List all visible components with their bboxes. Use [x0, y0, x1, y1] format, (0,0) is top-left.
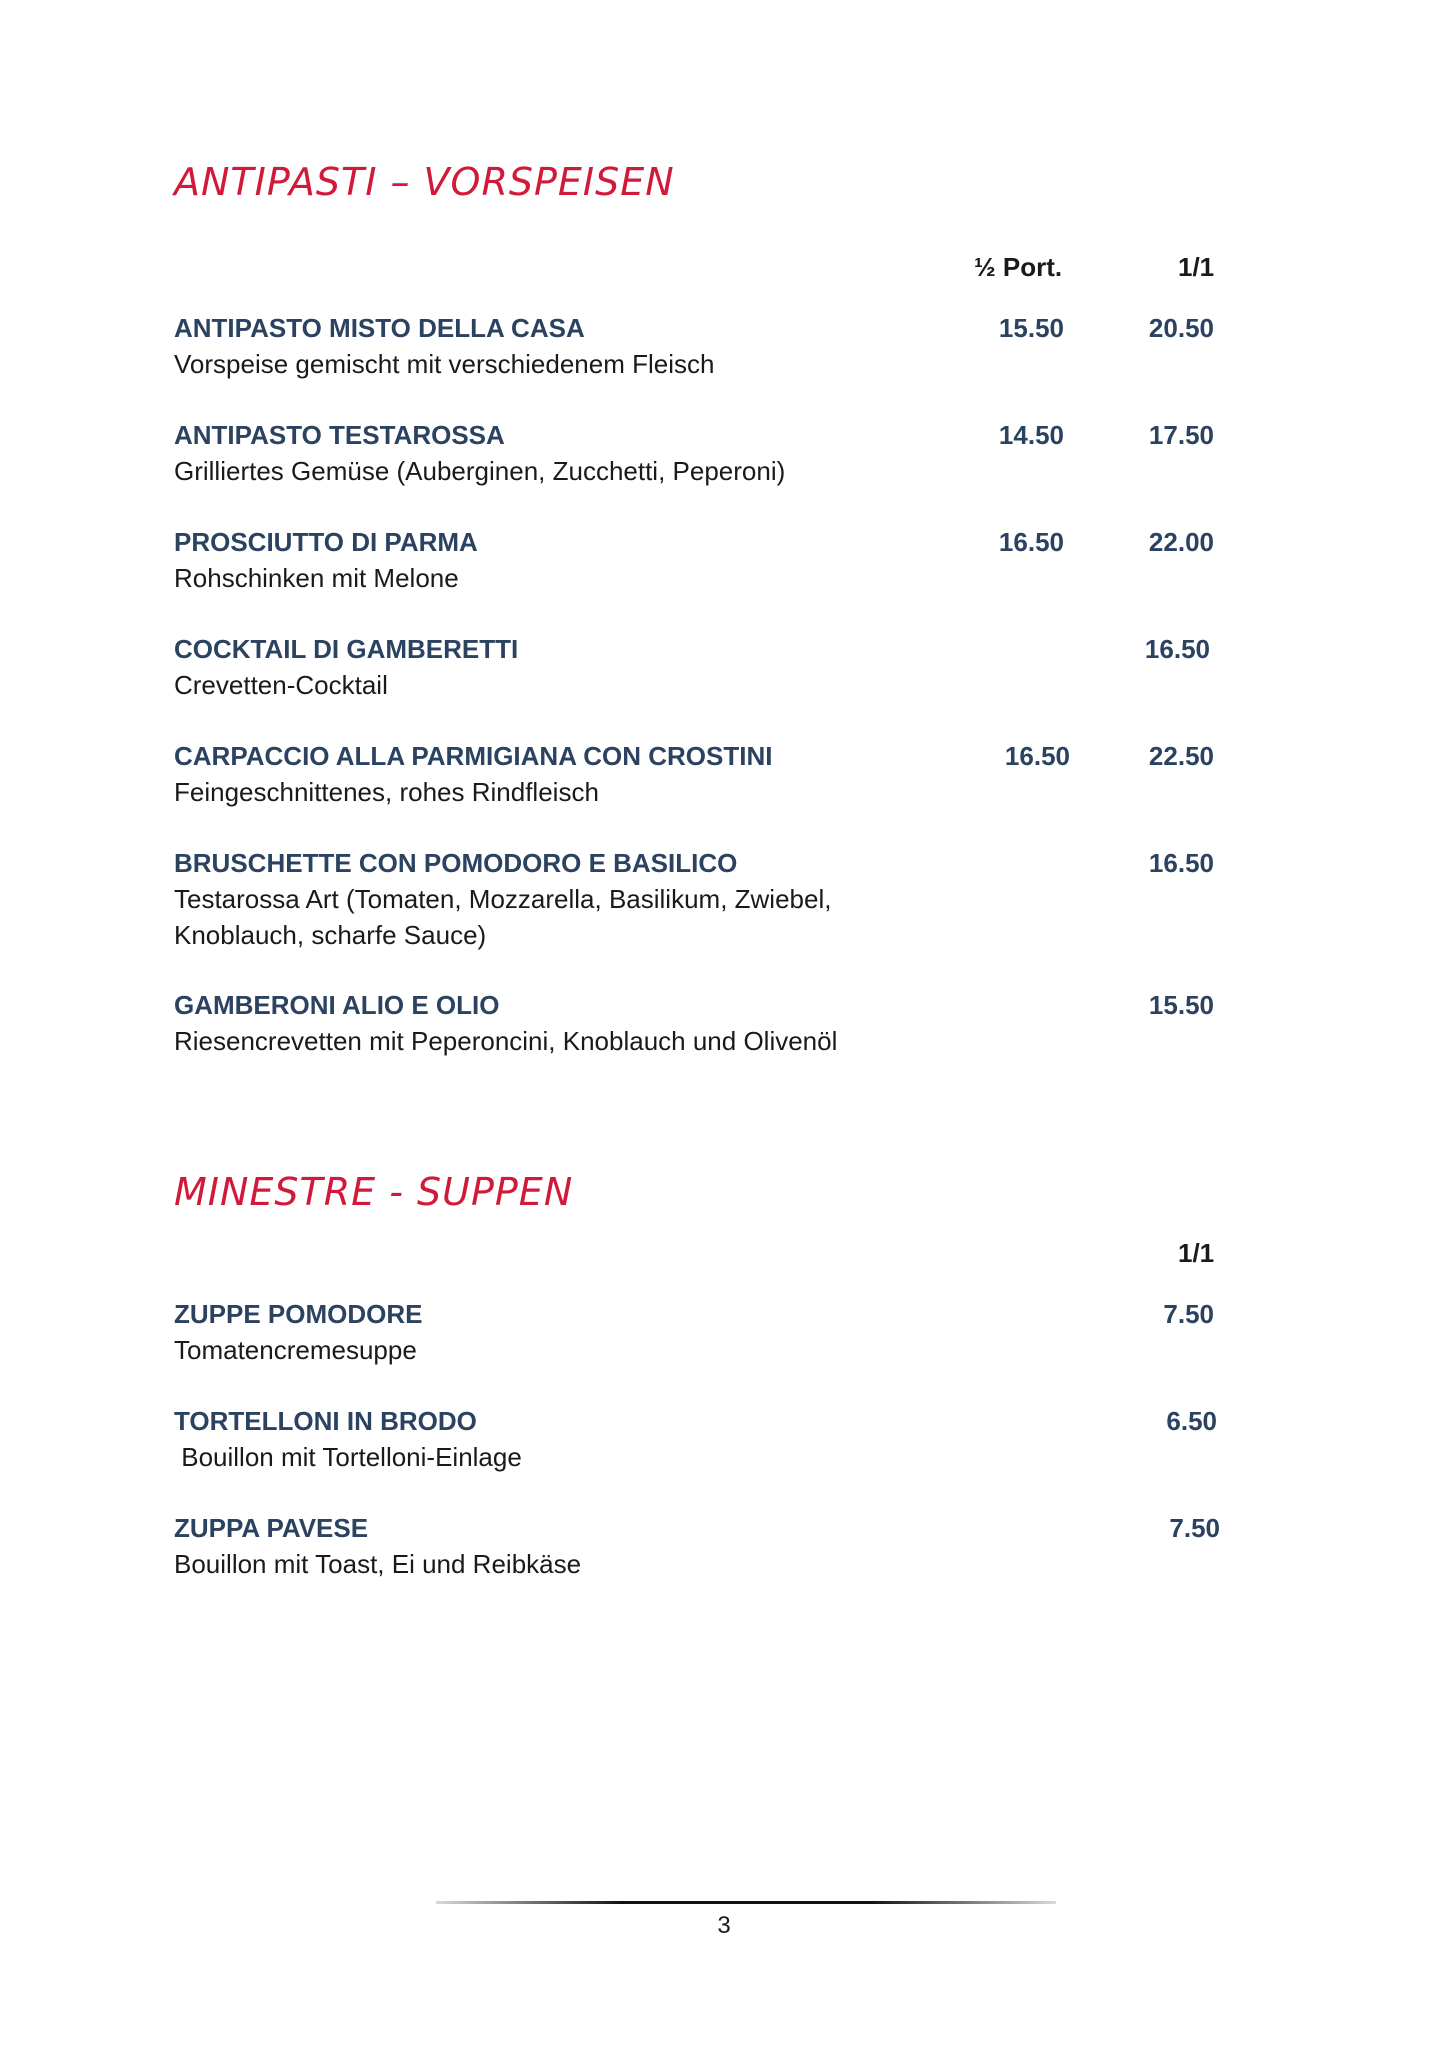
- footer-divider: [436, 1901, 1056, 1904]
- item-name: PROSCIUTTO DI PARMA: [174, 527, 478, 557]
- item-name: ZUPPE POMODORE: [174, 1299, 423, 1329]
- item-name: GAMBERONI ALIO E OLIO: [174, 990, 500, 1020]
- menu-item: [174, 1510, 1234, 1582]
- price-full: 7.50: [1163, 1299, 1214, 1329]
- item-name: ZUPPA PAVESE: [174, 1513, 369, 1543]
- menu-item: [174, 524, 1234, 596]
- item-description: Tomatencremesuppe: [174, 1335, 417, 1365]
- item-name: COCKTAIL DI GAMBERETTI: [174, 634, 519, 664]
- price-full: 16.50: [1144, 634, 1210, 664]
- column-header-full-portion: 1/1: [1178, 252, 1215, 282]
- menu-item: [174, 845, 1234, 953]
- item-description: Feingeschnittenes, rohes Rindfleisch: [174, 777, 599, 807]
- menu-item: [174, 631, 1234, 703]
- price-full: 6.50: [1166, 1406, 1217, 1436]
- item-description: Rohschinken mit Melone: [174, 563, 459, 593]
- price-full: 16.50: [1148, 848, 1214, 878]
- column-header-full-portion: 1/1: [1178, 1238, 1215, 1268]
- item-name: ANTIPASTO MISTO DELLA CASA: [174, 313, 585, 343]
- price-full: 15.50: [1148, 990, 1214, 1020]
- price-half: 16.50: [1004, 741, 1070, 771]
- price-full: 20.50: [1148, 313, 1214, 343]
- section-title-minestre: MINESTRE - SUPPEN: [174, 1170, 574, 1214]
- price-full: 22.50: [1148, 741, 1214, 771]
- section-title-antipasti: ANTIPASTI – VORSPEISEN: [174, 160, 675, 204]
- menu-item: [174, 417, 1234, 489]
- price-full: 7.50: [1169, 1513, 1220, 1543]
- price-half: 14.50: [998, 420, 1064, 450]
- column-header-half-portion: ½ Port.: [974, 252, 1063, 282]
- item-description: Grilliertes Gemüse (Auberginen, Zucchetti, Peperoni): [174, 456, 786, 486]
- item-name: BRUSCHETTE CON POMODORO E BASILICO: [174, 848, 738, 878]
- page-number: 3: [717, 1912, 731, 1939]
- menu-item: [174, 1403, 1234, 1475]
- menu-item: [174, 310, 1234, 382]
- item-name: CARPACCIO ALLA PARMIGIANA CON CROSTINI: [174, 741, 773, 771]
- item-description: Riesencrevetten mit Peperoncini, Knoblauch und Olivenöl: [174, 1026, 838, 1056]
- menu-item: [174, 1296, 1234, 1368]
- item-description: Bouillon mit Toast, Ei und Reibkäse: [174, 1549, 582, 1579]
- menu-item: [174, 987, 1234, 1059]
- price-full: 22.00: [1148, 527, 1214, 557]
- price-half: 15.50: [998, 313, 1064, 343]
- item-description: Bouillon mit Tortelloni-Einlage: [174, 1442, 522, 1472]
- item-description: Testarossa Art (Tomaten, Mozzarella, Basilikum, Zwiebel,: [174, 884, 832, 914]
- item-description: Knoblauch, scharfe Sauce): [174, 920, 487, 950]
- item-description: Vorspeise gemischt mit verschiedenem Fleisch: [174, 349, 715, 379]
- item-name: ANTIPASTO TESTAROSSA: [174, 420, 505, 450]
- item-description: Crevetten-Cocktail: [174, 670, 388, 700]
- price-half: 16.50: [998, 527, 1064, 557]
- menu-item: [174, 738, 1234, 810]
- price-full: 17.50: [1148, 420, 1214, 450]
- item-name: TORTELLONI IN BRODO: [174, 1406, 477, 1436]
